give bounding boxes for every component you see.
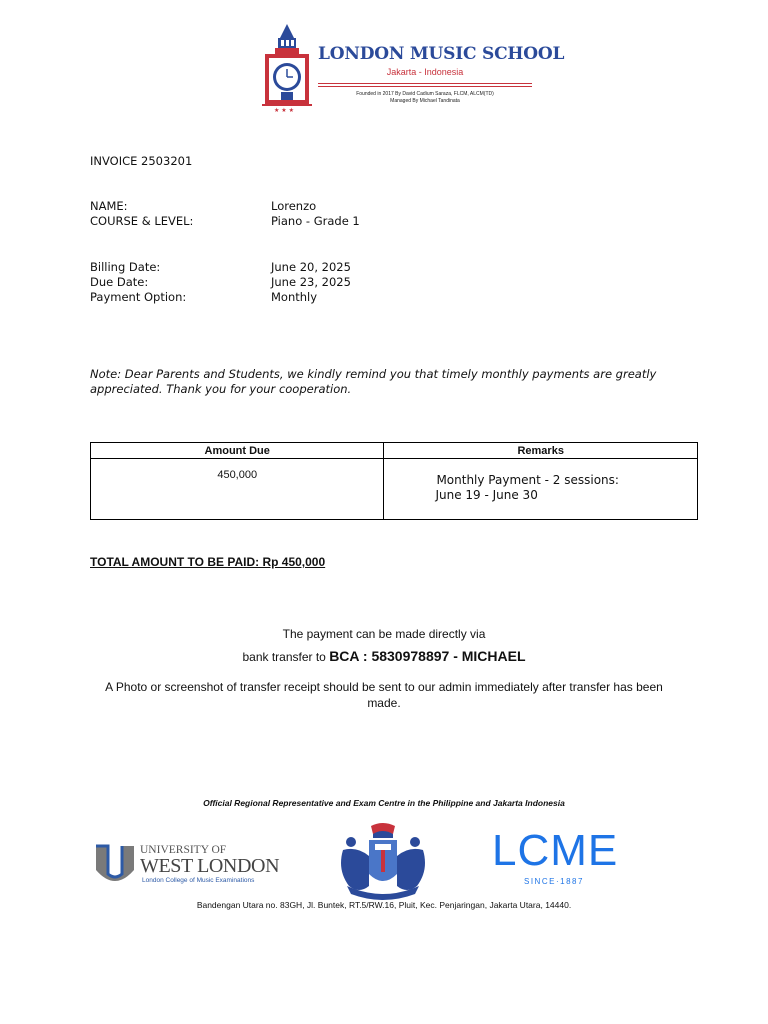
school-city: Jakarta - Indonesia [386,67,464,77]
school-founded [318,91,532,105]
course-label: COURSE & LEVEL: [90,214,194,228]
name-label: NAME: [90,199,128,213]
uwl-university-text: UNIVERSITY OF [140,844,227,856]
uwl-shield-icon [94,844,136,886]
big-ben-logo-icon [262,22,312,114]
lcme-logo [490,826,640,890]
invoice-number: INVOICE 2503201 [90,154,193,168]
table-header-row [91,443,698,459]
billing-date-value: June 20, 2025 [271,260,351,274]
remark-line-1: Monthly Payment - 2 sessions: [436,473,619,487]
course-value: Piano - Grade 1 [271,214,360,228]
coat-of-arms-crest-icon [333,820,433,904]
payment-instruction-3: A Photo or screenshot of transfer receipt should be sent to our admin immediately after transfer has been made. [105,680,663,710]
due-date-label: Due Date: [90,275,149,289]
amount-due-cell: 450,000 [91,459,384,520]
amount-table [90,442,698,520]
official-representative: Official Regional Representative and Exam Centre in the Philippine and Jakarta Indonesia [203,798,565,808]
payment-option-label: Payment Option: [90,290,187,304]
founded-line: Founded in 2017 By David Cadium Saraza, FLCM, ALCM(TD) [356,91,494,97]
uwl-lcm-text: London College of Music Examinations [142,877,255,884]
svg-text:★ ★ ★: ★ ★ ★ [274,107,294,114]
billing-date-label: Billing Date: [90,260,161,274]
name-value: Lorenzo [271,199,317,213]
remarks-header: Remarks [384,443,698,459]
amount-due-header: Amount Due [91,443,384,459]
bank-transfer-prefix: bank transfer to [242,650,330,664]
remarks-cell [384,459,698,520]
payment-instruction-2 [0,648,768,664]
payment-instruction-1: The payment can be made directly via [282,627,486,641]
due-date-value: June 23, 2025 [271,275,351,289]
school-address: Bandengan Utara no. 83GH, Jl. Buntek, RT.5/RW.16, Pluit, Kec. Penjaringan, Jakarta Utara, 14440. [196,900,572,910]
table-row [91,459,698,520]
payment-option-value: Monthly [271,290,318,304]
lcme-since-text: SINCE·1887 [524,877,584,886]
uwl-logo [94,840,294,890]
school-name: LONDON MUSIC SCHOOL [318,44,565,64]
header-divider [318,83,532,84]
payment-note: Note: Dear Parents and Students, we kindly remind you that timely monthly payments are greatly appreciated. Thank you for your cooperation. [90,367,657,396]
header-divider-2 [318,86,532,87]
uwl-west-london-text: WEST LONDON [140,855,280,877]
bank-account: BCA : 5830978897 - MICHAEL [329,648,526,664]
managed-line: Managed By Michael Tandinata [390,98,460,104]
school-header [248,22,565,114]
total-amount: TOTAL AMOUNT TO BE PAID: Rp 450,000 [90,555,326,569]
remark-line-2: June 19 - June 30 [435,488,538,502]
lcme-text: LCME [492,826,619,875]
